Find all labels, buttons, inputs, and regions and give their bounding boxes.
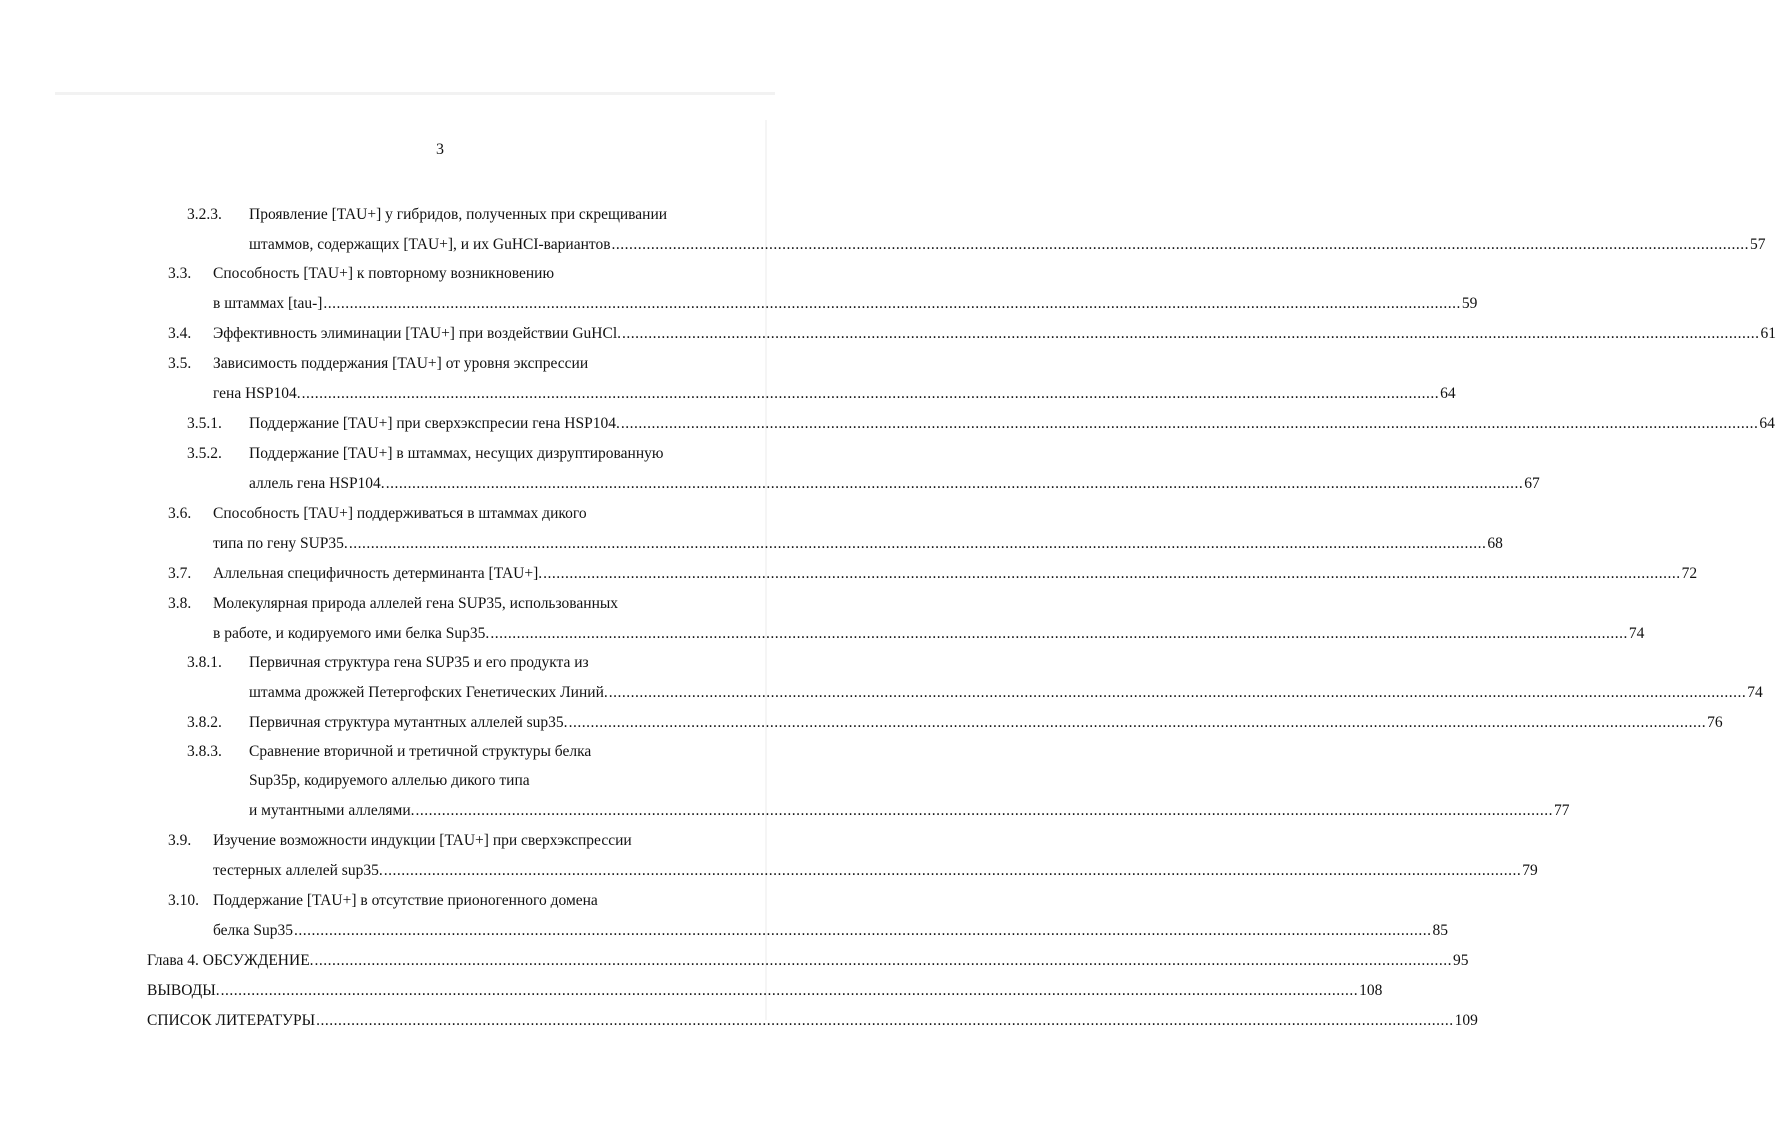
dot-leader [384, 861, 1522, 881]
toc-entry-3-3-line2 [213, 294, 1478, 314]
dot-leader [621, 414, 1759, 434]
toc-number: 3.6. [168, 505, 192, 522]
toc-entry-3-10-line1 [168, 891, 728, 911]
toc-title: Поддержание [TAU+] при сверхэкспресии гена HSP104. [249, 415, 620, 432]
toc-number: 3.4. [168, 325, 192, 342]
dot-leader [612, 235, 1750, 255]
toc-title: Зависимость поддержания [TAU+] от уровня экспрессии [213, 355, 589, 372]
toc-page: 74 [1747, 684, 1763, 701]
toc-page: 108 [1359, 982, 1383, 999]
dot-leader [386, 474, 1524, 494]
dot-leader [609, 683, 1747, 703]
toc-number: 3.10. [168, 892, 199, 909]
dot-leader [543, 564, 1681, 584]
toc-entry-3-8-1-line2 [249, 683, 1763, 703]
toc-title: Сравнение вторичной и третичной структуры белка [249, 743, 592, 760]
toc-number: 3.8.2. [187, 714, 222, 731]
dot-leader [490, 624, 1628, 644]
dot-leader [294, 921, 1432, 941]
toc-entry-3-7 [168, 564, 1698, 584]
toc-title-continued: тестерных аллелей sup35. [213, 862, 383, 879]
toc-title-continued: штамма дрожжей Петергофских Генетических Линий. [249, 684, 608, 701]
toc-number: 3.5.2. [187, 445, 222, 462]
toc-entry-3-4 [168, 324, 1776, 344]
toc-title: Молекулярная природа аллелей гена SUP35, использованных [213, 595, 619, 612]
toc-number: 3.5. [168, 355, 192, 372]
toc-entry-3-5-1 [187, 414, 1775, 434]
toc-entry-3-2-3-line1 [187, 205, 747, 225]
scan-artifact-band [55, 92, 775, 95]
toc-page: 59 [1461, 295, 1478, 312]
toc-title-continued: в работе, и кодируемого ими белка Sup35. [213, 625, 490, 642]
toc-title-continued: штаммов, содержащих [TAU+], и их GuHCI-вариантов [249, 236, 611, 253]
toc-number: 3.8. [168, 595, 192, 612]
toc-title: Аллельная специфичность детерминанта [TAU+]. [213, 565, 543, 582]
toc-entry-3-2-3-line2 [249, 235, 1766, 255]
toc-title: Поддержание [TAU+] в отсутствие прионогенного домена [213, 892, 598, 909]
toc-entry-chapter-4 [147, 951, 1469, 971]
toc-entry-3-5-2-line1 [187, 444, 747, 464]
toc-number: 3.5.1. [187, 415, 222, 432]
toc-title-continued: гена HSP104. [213, 385, 301, 402]
toc-page: 57 [1750, 236, 1766, 253]
toc-title-continued: в штаммах [tau-] [213, 295, 323, 312]
dot-leader [315, 951, 1453, 971]
toc-title: Изучение возможности индукции [TAU+] при сверхэкспрессии [213, 832, 632, 849]
toc-page: 79 [1522, 862, 1538, 879]
toc-page: 109 [1454, 1012, 1478, 1029]
toc-entry-3-6-line2 [213, 534, 1503, 554]
toc-entry-3-8-line1 [168, 594, 728, 614]
dot-leader [316, 1011, 1454, 1031]
dot-leader [416, 801, 1554, 821]
toc-title: СПИСОК ЛИТЕРАТУРЫ [147, 1012, 316, 1029]
page-number: 3 [436, 141, 444, 158]
toc-number: 3.8.3. [187, 743, 222, 760]
dot-leader [622, 324, 1760, 344]
dot-leader [302, 384, 1440, 404]
dot-leader [323, 294, 1461, 314]
toc-entry-3-5-line2 [213, 384, 1456, 404]
toc-page: 64 [1759, 415, 1775, 432]
toc-number: 3.2.3. [187, 206, 222, 223]
toc-page: 72 [1681, 565, 1698, 582]
toc-entry-3-10-line2 [213, 921, 1448, 941]
dot-leader [569, 713, 1707, 733]
toc-title-continued: типа по гену SUP35. [213, 535, 348, 552]
toc-title: ВЫВОДЫ. [147, 982, 220, 999]
toc-entry-3-8-line2 [213, 624, 1645, 644]
toc-entry-3-8-3-line3 [249, 801, 1570, 821]
toc-number: 3.7. [168, 565, 192, 582]
toc-title: Первичная структура гена SUP35 и его продукта из [249, 654, 589, 671]
toc-entry-3-8-2 [187, 713, 1723, 733]
toc-entry-3-9-line2 [213, 861, 1538, 881]
toc-title: Первичная структура мутантных аллелей sup35. [249, 714, 568, 731]
dot-leader [349, 534, 1487, 554]
toc-page: 64 [1440, 385, 1456, 402]
toc-title: Способность [TAU+] к повторному возникновению [213, 265, 555, 282]
toc-page: 95 [1453, 952, 1469, 969]
toc-entry-3-8-3-line2 [249, 771, 739, 791]
toc-entry-conclusions [147, 981, 1383, 1001]
toc-entry-3-6-line1 [168, 504, 728, 524]
toc-number: 3.8.1. [187, 654, 222, 671]
toc-page: 74 [1628, 625, 1645, 642]
toc-title-continued: аллель гена HSP104. [249, 475, 385, 492]
toc-page: 76 [1707, 714, 1723, 731]
toc-entry-3-8-1-line1 [187, 653, 747, 673]
toc-page: 61 [1760, 325, 1776, 342]
toc-title: Глава 4. ОБСУЖДЕНИЕ. [147, 952, 314, 969]
toc-page: 77 [1554, 802, 1570, 819]
toc-number: 3.9. [168, 832, 192, 849]
dot-leader [221, 981, 1359, 1001]
toc-title-continued: Sup35p, кодируемого аллелью дикого типа [249, 772, 530, 789]
toc-entry-3-3-line1 [168, 264, 728, 284]
toc-title: Поддержание [TAU+] в штаммах, несущих дизруптированную [249, 445, 664, 462]
toc-page: 67 [1524, 475, 1540, 492]
toc-title-continued: и мутантными аллелями. [249, 802, 415, 819]
toc-page: 85 [1432, 922, 1448, 939]
toc-number: 3.3. [168, 265, 192, 282]
toc-entry-references [147, 1011, 1478, 1031]
toc-title: Проявление [TAU+] у гибридов, полученных при скрещивании [249, 206, 668, 223]
toc-entry-3-5-2-line2 [249, 474, 1540, 494]
toc-page: 68 [1487, 535, 1503, 552]
toc-entry-3-9-line1 [168, 831, 728, 851]
toc-title-continued: белка Sup35 [213, 922, 293, 939]
toc-entry-3-8-3-line1 [187, 742, 747, 762]
toc-title: Эффективность элиминации [TAU+] при воздействии GuHCl. [213, 325, 622, 342]
toc-title: Способность [TAU+] поддерживаться в штаммах дикого [213, 505, 587, 522]
toc-entry-3-5-line1 [168, 354, 728, 374]
